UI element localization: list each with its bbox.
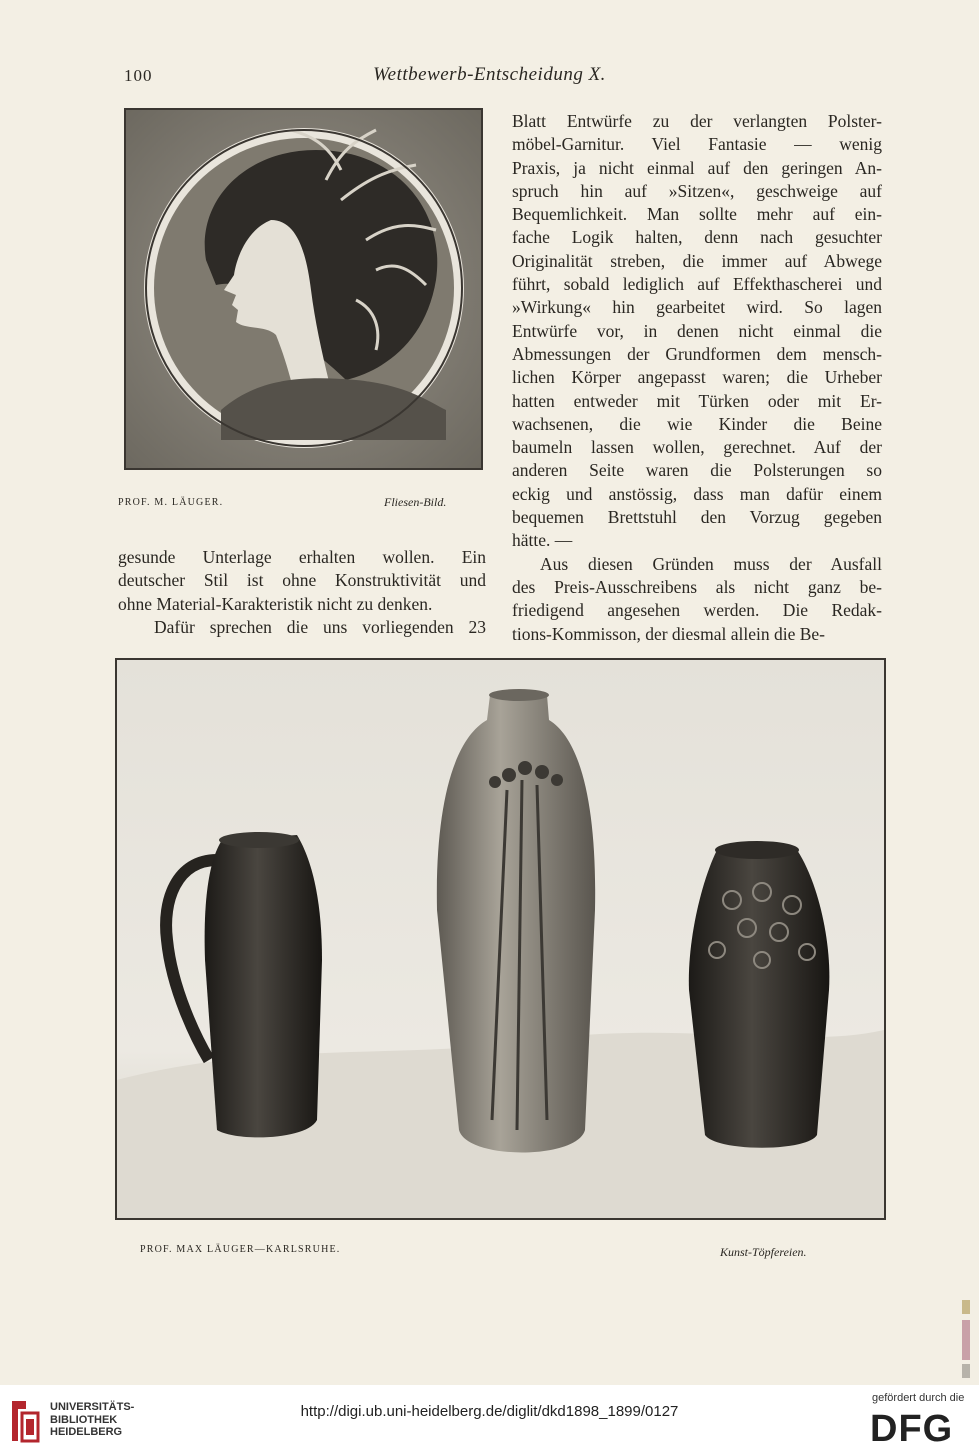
dfg-logo: DFG xyxy=(870,1408,954,1450)
text-line: Praxis, ja nicht einmal auf den geringen An- xyxy=(512,157,882,178)
text-line: Originalität streben, die immer auf Abwege xyxy=(512,250,882,271)
decorated-vase xyxy=(689,841,830,1148)
text-line: möbel-Garnitur. Viel Fantasie — wenig xyxy=(512,134,882,155)
text-line: eckig und anstössig, dass man dafür einem xyxy=(512,483,882,504)
scan-edge-marks xyxy=(958,1300,974,1380)
right-text-column xyxy=(512,110,882,646)
text-line: Blatt Entwürfe zu der verlangten Polster- xyxy=(512,111,882,131)
source-url-link[interactable]: http://digi.ub.uni-heidelberg.de/diglit/dkd1898_1899/0127 xyxy=(300,1403,679,1420)
text-line: hatten entweder mit Türken oder mit Er- xyxy=(512,390,882,411)
text-line: friedigend angesehen werden. Die Redak- xyxy=(512,600,882,621)
running-title: Wettbewerb-Entscheidung X. xyxy=(373,64,606,85)
library-name-line: BIBLIOTHEK xyxy=(50,1413,118,1426)
tile-caption-artist: PROF. M. LÄUGER. xyxy=(118,497,224,508)
footer-bar xyxy=(0,1385,979,1455)
vases-caption-artist: PROF. MAX LÄUGER—KARLSRUHE. xyxy=(140,1244,341,1255)
text-line: baumeln lassen wollen, gerechnet. Auf der xyxy=(512,437,882,458)
tile-picture-figure xyxy=(124,108,483,470)
library-name-line: HEIDELBERG xyxy=(50,1426,123,1438)
text-line: gesunde Unterlage erhalten wollen. Ein xyxy=(118,547,486,567)
text-line: fache Logik halten, denn nach gesuchter xyxy=(512,227,882,248)
text-line: Entwürfe vor, in denen nicht einmal die xyxy=(512,320,882,341)
text-line: hätte. — xyxy=(512,530,573,551)
text-line: wachsenen, die wie Kinder die Beine xyxy=(512,413,882,434)
text-line: ohne Material-Karakteristik nicht zu denken. xyxy=(118,593,433,614)
text-line: bequemen Brettstuhl den Vorzug gegeben xyxy=(512,507,882,528)
text-line: anderen Seite waren die Polsterungen so xyxy=(512,460,882,481)
tile-picture-illustration xyxy=(126,110,481,468)
vases-caption-title: Kunst-Töpfereien. xyxy=(720,1245,807,1259)
text-line: »Wirkung« hin gearbeitet wird. So lagen xyxy=(512,297,882,318)
text-line: Aus diesen Gründen muss der Ausfall xyxy=(540,553,882,574)
text-line: des Preis-Ausschreibens als nicht ganz be- xyxy=(512,576,882,597)
dfg-funding-label: gefördert durch die xyxy=(872,1392,965,1404)
text-line: Dafür sprechen die uns vorliegenden 23 xyxy=(154,616,486,637)
text-line: tions-Kommisson, der diesmal allein die Be- xyxy=(512,623,826,644)
text-line: spruch hin auf »Sitzen«, geschweige auf xyxy=(512,180,882,201)
text-line: deutscher Stil ist ohne Konstruktivität und xyxy=(118,570,486,591)
text-line: lichen Körper angepasst waren; die Urheber xyxy=(512,367,882,388)
vases-photo-figure xyxy=(115,658,886,1220)
vases-illustration xyxy=(117,660,884,1218)
tall-vase xyxy=(437,689,595,1153)
left-text-column xyxy=(118,546,486,639)
text-line: Bequemlichkeit. Man sollte mehr auf ein- xyxy=(512,204,882,225)
page-number: 100 xyxy=(124,66,153,85)
text-line: führt, sobald lediglich auf Effekthascherei und xyxy=(512,274,882,295)
text-line: Abmessungen der Grundformen dem mensch- xyxy=(512,343,882,364)
tile-caption-title: Fliesen-Bild. xyxy=(384,495,447,509)
library-name-line: UNIVERSITÄTS- xyxy=(50,1401,135,1413)
